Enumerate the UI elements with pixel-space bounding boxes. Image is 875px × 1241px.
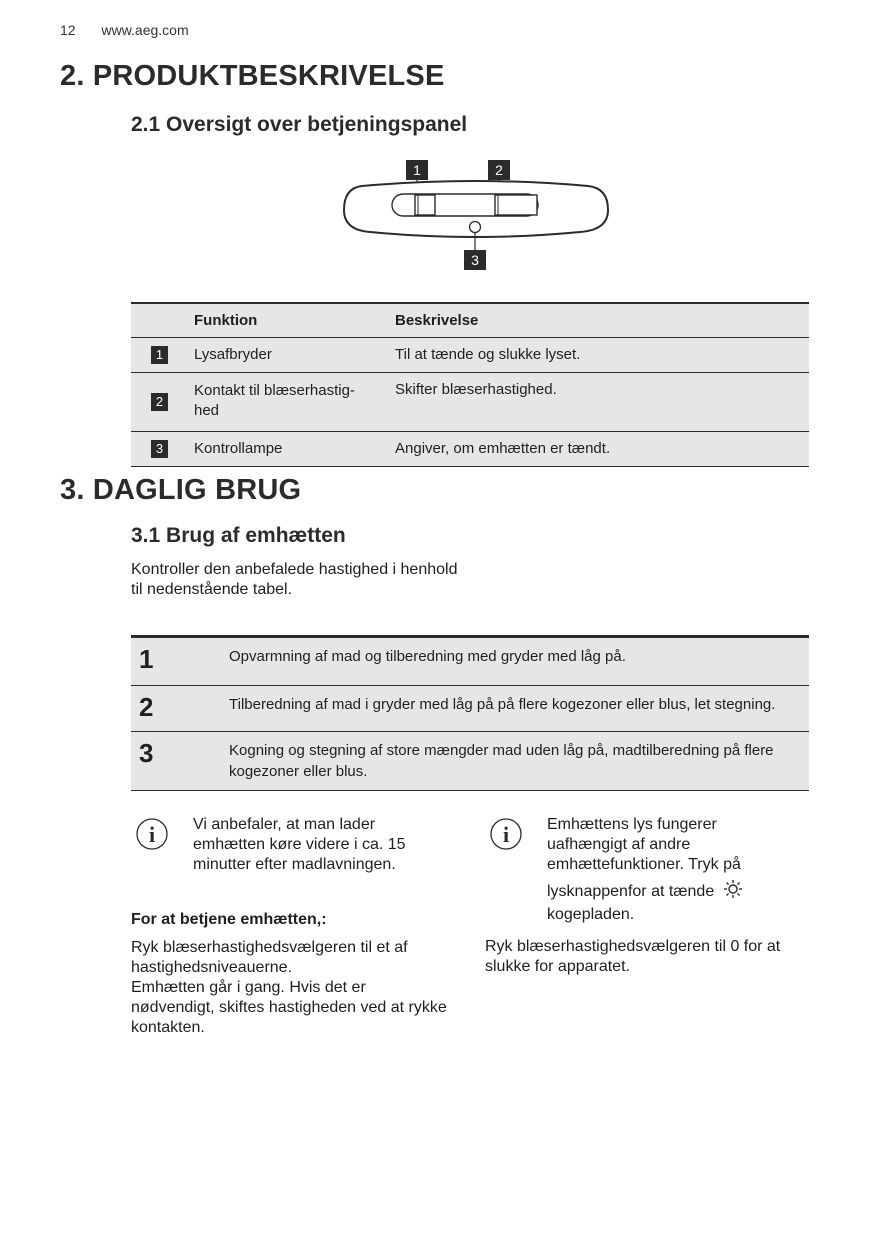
- fan-speed-switch: [495, 195, 537, 215]
- header-num: [131, 303, 190, 338]
- speed-number: 3: [131, 732, 221, 791]
- table-row: [131, 686, 809, 732]
- speed-description: Kogning og stegning af store mængder mad uden låg på, madtilberedning på flere kogezoner eller blus.: [221, 732, 809, 791]
- control-panel-illustration: [340, 158, 610, 273]
- off-text: Ryk blæserhastighedsvælgeren til 0 for at slukke for apparatet.: [485, 938, 781, 975]
- website-url: www.aeg.com: [101, 22, 189, 38]
- section-2-title: 2. PRODUKTBESKRIVELSE: [60, 60, 445, 92]
- note-right: [547, 815, 777, 925]
- row-funktion: Kontrollampe: [190, 432, 391, 467]
- table-row: [131, 338, 809, 373]
- header-funktion: Funktion: [190, 303, 391, 338]
- table-header-row: [131, 303, 809, 338]
- row-number-badge: 2: [151, 393, 168, 411]
- note-right-line-3: kogepladen.: [547, 906, 635, 923]
- note-right-line-2: lysknappenfor at tænde: [547, 883, 715, 900]
- speed-table: [131, 635, 809, 791]
- indicator-lamp: [470, 222, 481, 233]
- row-number-badge: 1: [151, 346, 168, 364]
- svg-text:i: i: [502, 822, 510, 847]
- svg-text:i: i: [148, 822, 156, 847]
- label-1: 1: [413, 162, 421, 178]
- operate-text-2: Emhætten går i gang. Hvis det er nødvendigt, skiftes hastigheden ved at rykke kontakten.: [131, 979, 447, 1036]
- control-panel-diagram: [340, 158, 610, 273]
- info-icon: [490, 818, 522, 850]
- speed-number: 2: [131, 686, 221, 732]
- row-number-badge: 3: [151, 440, 168, 458]
- header-beskrivelse: Beskrivelse: [391, 303, 809, 338]
- light-bulb-icon: [723, 879, 743, 905]
- note-right-line-1: Emhættens lys fungerer uafhængigt af andre emhættefunktioner. Tryk på: [547, 816, 741, 873]
- page-header: [60, 22, 189, 38]
- section-2-1-title: 2.1 Oversigt over betjeningspanel: [131, 113, 468, 136]
- row-beskrivelse: Skifter blæserhastighed.: [391, 373, 809, 432]
- page-number: 12: [60, 22, 76, 38]
- note-right-line-2-wrap: [547, 879, 777, 905]
- operate-heading: For at betjene emhætten,:: [131, 911, 327, 928]
- speed-description: Tilberedning af mad i gryder med låg på på flere kogezoner eller blus, let stegning.: [221, 686, 809, 732]
- table-row: [131, 637, 809, 686]
- table-row: [131, 732, 809, 791]
- section-3-1-title: 3.1 Brug af emhætten: [131, 524, 346, 547]
- section-3-title: 3. DAGLIG BRUG: [60, 474, 302, 506]
- note-left: Vi anbefaler, at man lader emhætten køre videre i ca. 15 minutter efter madlavningen.: [193, 816, 406, 873]
- label-3: 3: [471, 252, 479, 268]
- row-beskrivelse: Angiver, om emhætten er tændt.: [391, 432, 809, 467]
- row-funktion: Kontakt til blæserhastig- hed: [190, 373, 391, 432]
- table-row: [131, 432, 809, 467]
- label-2: 2: [495, 162, 503, 178]
- function-table: [131, 302, 809, 467]
- row-beskrivelse: Til at tænde og slukke lyset.: [391, 338, 809, 373]
- table-row: [131, 373, 809, 432]
- speed-number: 1: [131, 637, 221, 686]
- speed-description: Opvarmning af mad og tilberedning med gryder med låg på.: [221, 637, 809, 686]
- intro-text: Kontroller den anbefalede hastighed i henhold til nedenstående tabel.: [131, 561, 458, 598]
- info-icon: [136, 818, 168, 850]
- row-funktion: Lysafbryder: [190, 338, 391, 373]
- operate-text-1: Ryk blæserhastighedsvælgeren til et af hastighedsniveauerne.: [131, 939, 408, 976]
